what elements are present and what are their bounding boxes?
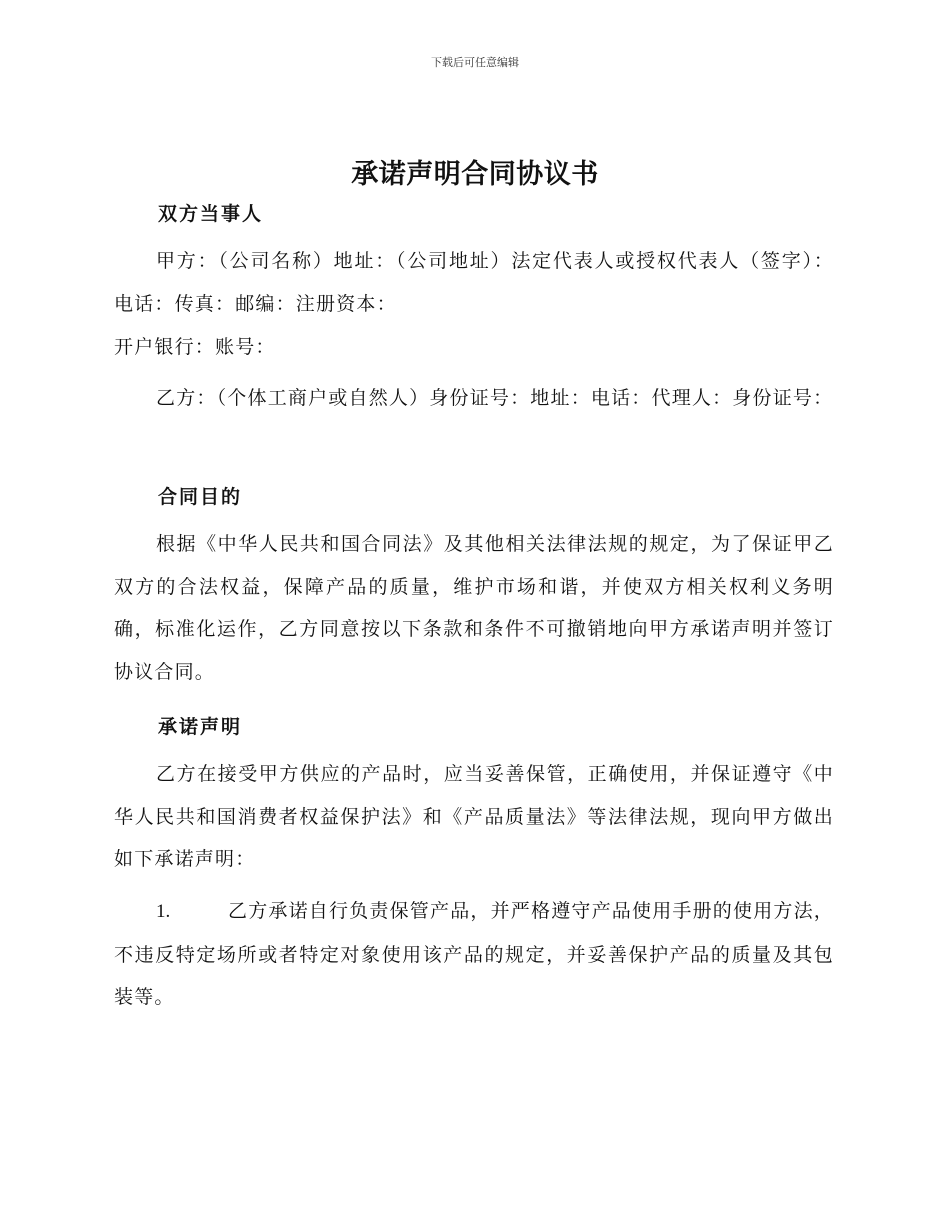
list-item-number: 1. bbox=[156, 901, 171, 922]
list-item bbox=[114, 890, 834, 1019]
purpose-paragraph: 根据《中华人民共和国合同法》及其他相关法律法规的规定，为了保证甲乙双方的合法权益，保障产品的质量，维护市场和谐，并使双方相关权利义务明确，标准化运作，乙方同意按以下条款和条件不可撤销地向甲方承诺声明并签订协议合同。 bbox=[114, 533, 834, 683]
document-title: 承诺声明合同协议书 bbox=[351, 159, 599, 190]
page-header: 下载后可任意编辑 bbox=[431, 56, 519, 69]
party-a-bank-paragraph: 开户银行：账号： bbox=[114, 336, 276, 358]
party-a-paragraph: 甲方：（公司名称）地址：（公司地址）法定代表人或授权代表人（签字）：电话：传真：邮编：注册资本： bbox=[114, 250, 834, 315]
statement-intro-paragraph: 乙方在接受甲方供应的产品时，应当妥善保管，正确使用，并保证遵守《中华人民共和国消费者权益保护法》和《产品质量法》等法律法规，现向甲方做出如下承诺声明： bbox=[114, 763, 834, 870]
section-heading-parties: 双方当事人 bbox=[158, 203, 264, 225]
list-item-text: 乙方承诺自行负责保管产品，并严格遵守产品使用手册的使用方法，不违反特定场所或者特定对象使用该产品的规定，并妥善保护产品的质量及其包装等。 bbox=[114, 900, 835, 1008]
section-heading-statement: 承诺声明 bbox=[158, 716, 243, 738]
party-b-paragraph: 乙方：（个体工商户或自然人）身份证号：地址：电话：代理人：身份证号： bbox=[156, 387, 834, 409]
section-heading-purpose: 合同目的 bbox=[158, 486, 243, 508]
